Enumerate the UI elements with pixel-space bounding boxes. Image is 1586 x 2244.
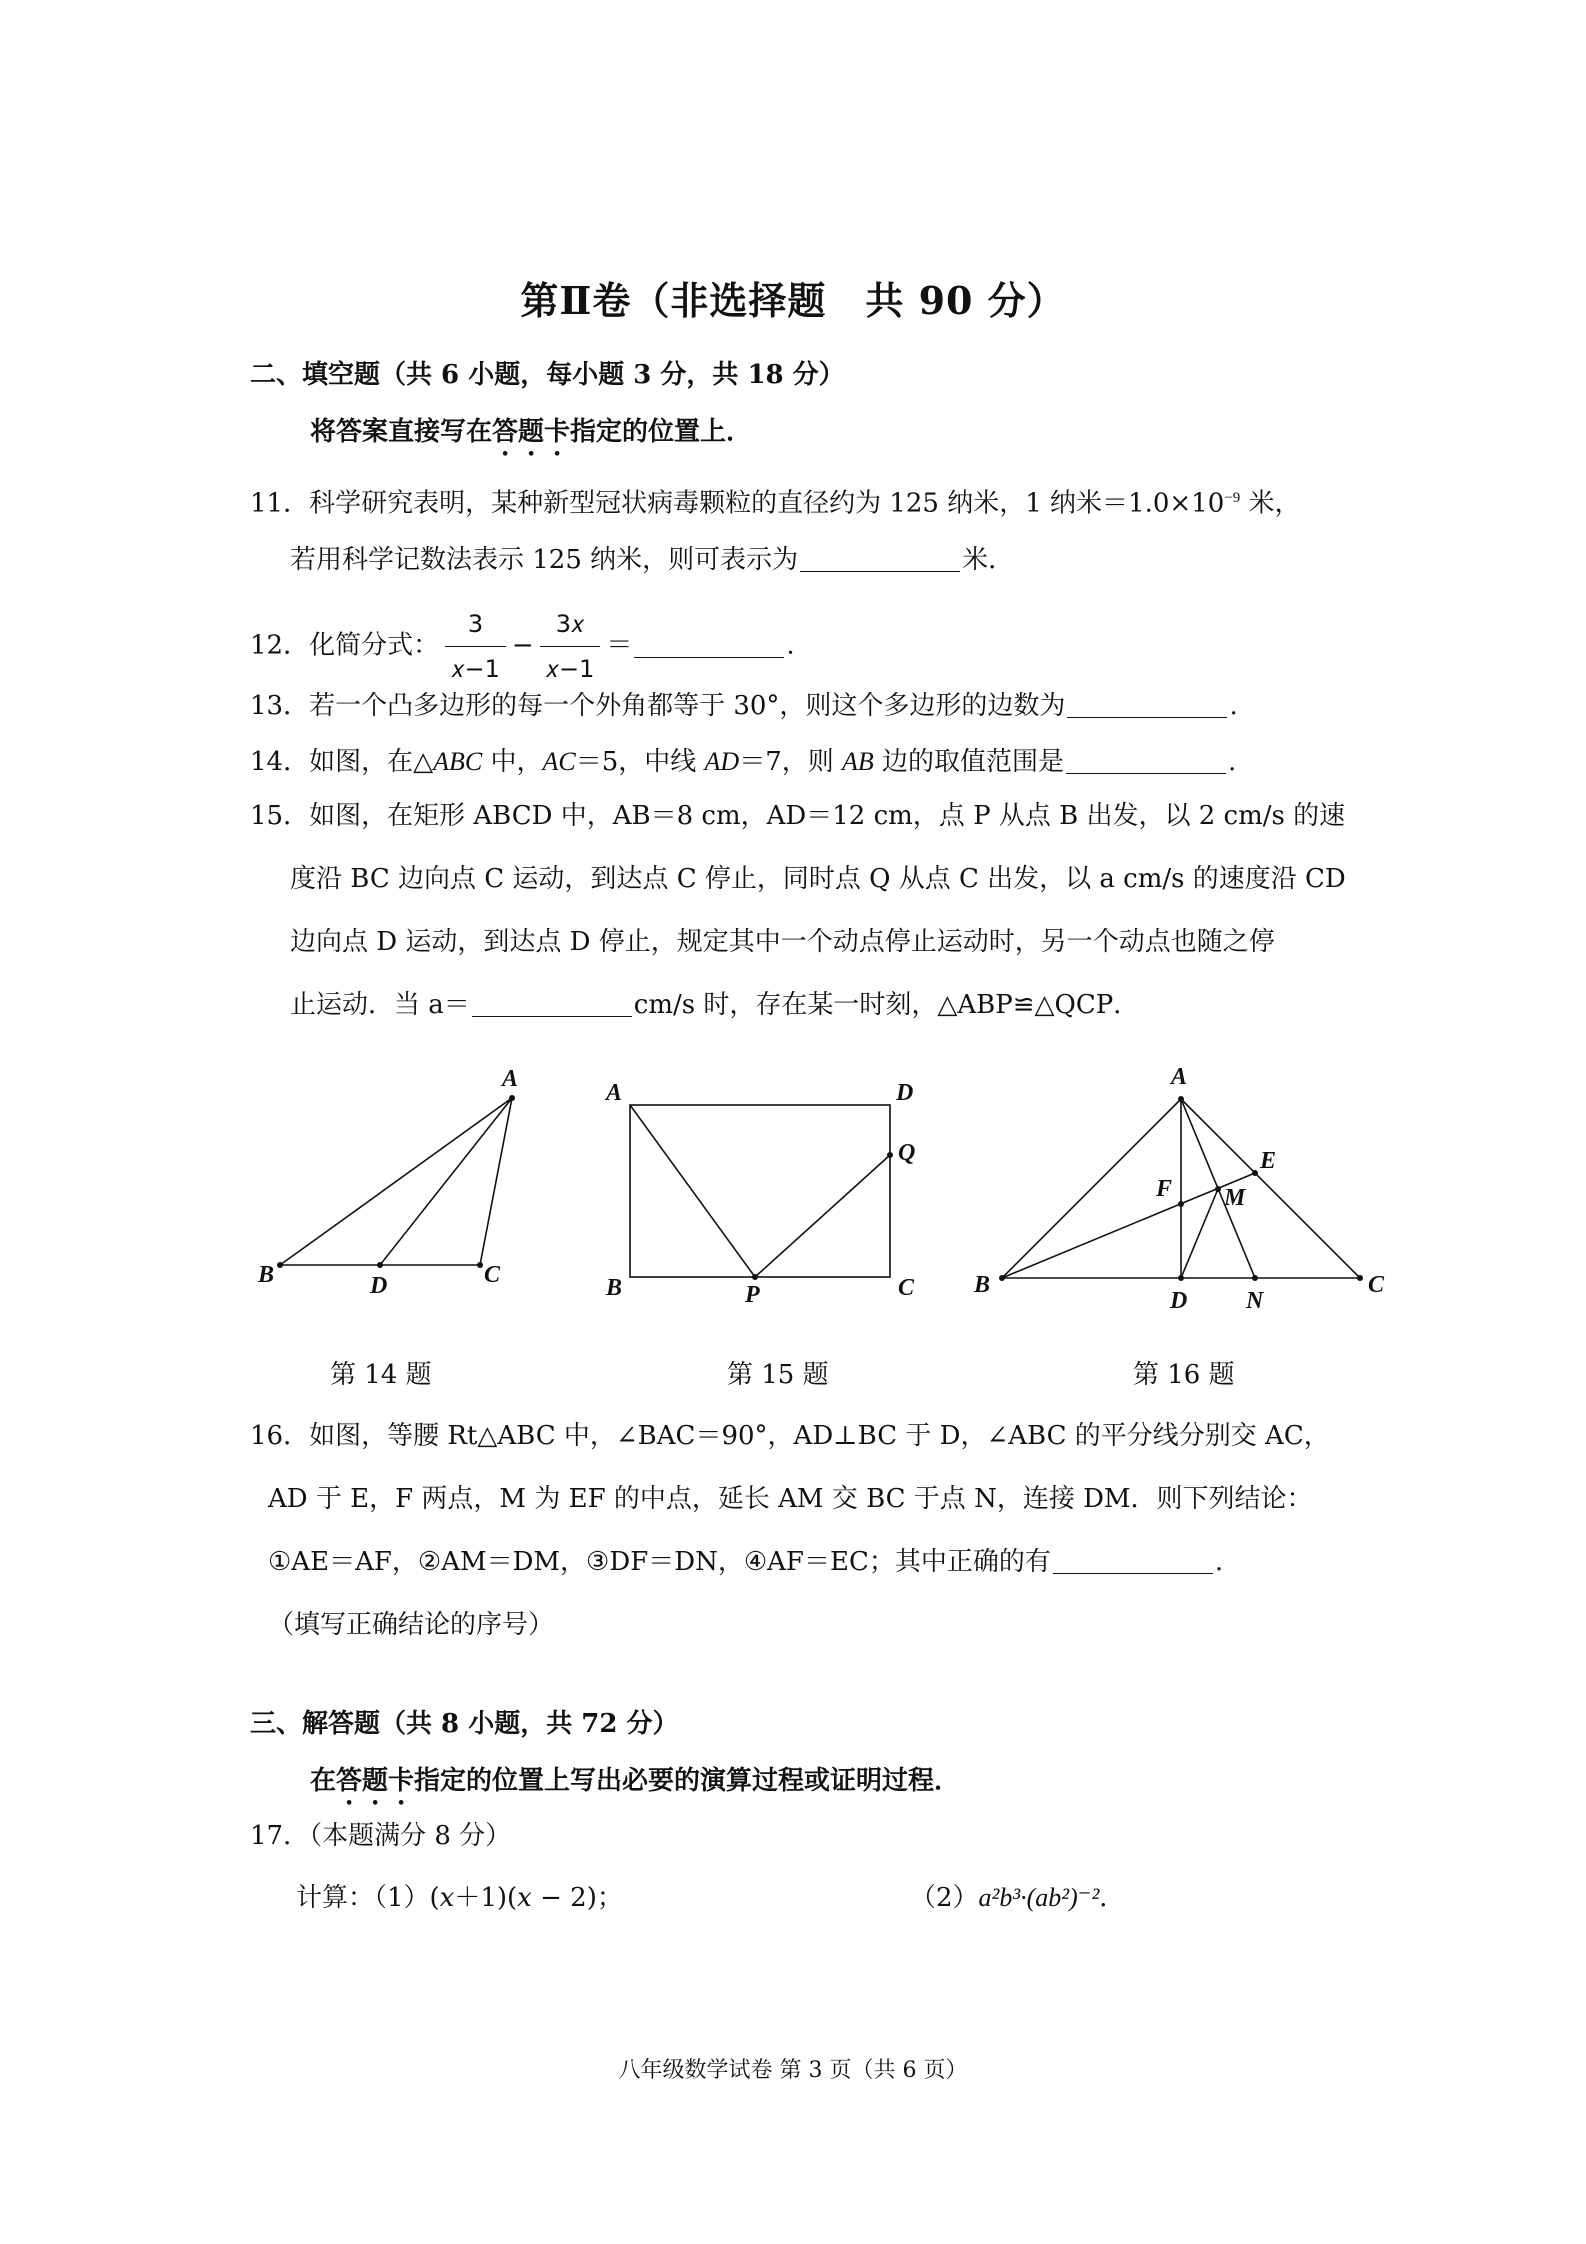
label-c: C xyxy=(898,1275,915,1301)
label-q: Q xyxy=(898,1140,916,1166)
figure-14 xyxy=(240,1050,540,1310)
label-e: E xyxy=(1260,1148,1277,1174)
question-16-line4: （填写正确结论的序号） xyxy=(268,1610,555,1640)
label-n: N xyxy=(1246,1288,1264,1314)
fraction-1: $\frac{3}{\text{𝑥−1}}$ xyxy=(445,604,506,689)
answer-blank-11[interactable] xyxy=(800,541,960,572)
section2-instruction: 将答案直接写在答题卡指定的位置上． xyxy=(310,417,753,447)
page-footer: 八年级数学试卷 第 3 页（共 6 页） xyxy=(618,2058,968,2083)
emphasis-answer-card: 答题卡 xyxy=(492,417,571,447)
figure-15 xyxy=(590,1050,930,1310)
question-11-line1: 11．科学研究表明，某种新型冠状病毒颗粒的直径约为 125 纳米，1 纳米$=1.0\times 10^{-9}$ 米， xyxy=(250,488,1301,519)
label-b: B xyxy=(258,1262,275,1288)
question-17-part1: 计算：（1）(𝑥＋1)(𝑥 − 2)； xyxy=(296,1883,623,1913)
label-b: B xyxy=(974,1272,991,1298)
label-b: B xyxy=(606,1275,623,1301)
segment-ab xyxy=(280,1098,512,1265)
label-a: A xyxy=(1171,1064,1188,1090)
question-16-line1: 16．如图，等腰 Rt△ABC 中，∠BAC＝90°，AD⊥BC 于 D，∠ABC 的平分线分别交 AC， xyxy=(250,1421,1330,1451)
question-15-line4: 止运动．当 a＝ cm/s 时，存在某一时刻，△ABP≌△QCP． xyxy=(290,985,1139,1025)
question-17-part2: （2）a²b³·(ab²)⁻²． xyxy=(910,1883,1126,1913)
expression-2: a²b³·(ab²)⁻² xyxy=(978,1883,1100,1912)
answer-blank-12[interactable] xyxy=(634,627,784,658)
question-16-line3: ①AE＝AF，②AM＝DM，③DF＝DN，④AF＝EC；其中正确的有 . xyxy=(268,1542,1223,1582)
question-14: 14．如图，在△ABC 中，AC＝5，中线 AD＝7，则 AB 边的取值范围是 . xyxy=(250,742,1236,782)
label-a: A xyxy=(606,1080,623,1106)
exponent: −9 xyxy=(1224,490,1241,506)
label-d: D xyxy=(370,1273,388,1299)
segment-ab xyxy=(1002,1099,1181,1278)
segment-dm xyxy=(1181,1189,1218,1278)
question-11-line2: 若用科学记数法表示 125 纳米，则可表示为 米． xyxy=(290,540,1014,580)
answer-blank-16[interactable] xyxy=(1053,1543,1213,1574)
question-15-line2: 度沿 BC 边向点 C 运动，到达点 C 停止，同时点 Q 从点 C 出发，以 a cm/s 的速度沿 CD xyxy=(290,864,1346,894)
figure-16 xyxy=(960,1050,1400,1320)
label-p: P xyxy=(745,1282,760,1308)
label-f: F xyxy=(1156,1176,1173,1202)
fraction-2: $\frac{\text{3𝑥}}{\text{𝑥−1}}$ xyxy=(540,604,601,689)
label-d: D xyxy=(896,1080,914,1106)
figure-14-caption: 第 14 题 xyxy=(330,1360,432,1390)
answer-blank-15[interactable] xyxy=(472,986,632,1017)
question-17-heading: 17．（本题满分 8 分） xyxy=(250,1821,512,1851)
segment-ap xyxy=(630,1105,755,1277)
section3-heading: 三、解答题（共 8 小题，共 72 分） xyxy=(250,1709,679,1739)
segment-ac xyxy=(480,1098,512,1265)
emphasis-answer-card: 答题卡 xyxy=(336,1766,415,1796)
label-c: C xyxy=(484,1262,501,1288)
label-a: A xyxy=(502,1066,519,1092)
figure-16-caption: 第 16 题 xyxy=(1133,1360,1235,1390)
question-13: 13．若一个凸多边形的每一个外角都等于 30°，则这个多边形的边数为 . xyxy=(250,686,1238,726)
question-12: 12．化简分式： $\frac{3}{\text{𝑥−1}}$ − $\frac{\text{3𝑥}}{\text{𝑥−1}}$ ＝ . xyxy=(250,604,795,689)
segment-ad xyxy=(380,1098,512,1265)
label-m: M xyxy=(1224,1185,1246,1211)
segment-ac xyxy=(1181,1099,1360,1278)
figure-15-caption: 第 15 题 xyxy=(727,1360,829,1390)
answer-blank-14[interactable] xyxy=(1066,743,1226,774)
label-c: C xyxy=(1368,1272,1385,1298)
section3-instruction: 在答题卡指定的位置上写出必要的演算过程或证明过程． xyxy=(310,1766,961,1796)
label-d: D xyxy=(1170,1288,1188,1314)
section2-heading: 二、填空题（共 6 小题，每小题 3 分，共 18 分） xyxy=(250,360,845,390)
segment-pq xyxy=(755,1155,890,1277)
question-16-line2: AD 于 E，F 两点，M 为 EF 的中点，延长 AM 交 BC 于点 N，连接 DM．则下列结论： xyxy=(268,1484,1313,1514)
question-15-line3: 边向点 D 运动，到达点 D 停止，规定其中一个动点停止运动时，另一个动点也随之停 xyxy=(290,927,1275,957)
page-title: 第Ⅱ卷（非选择题 共 90 分） xyxy=(520,278,1066,323)
answer-blank-13[interactable] xyxy=(1067,687,1227,718)
question-15-line1: 15．如图，在矩形 ABCD 中，AB＝8 cm，AD＝12 cm，点 P 从点 B 出发，以 2 cm/s 的速 xyxy=(250,801,1346,831)
